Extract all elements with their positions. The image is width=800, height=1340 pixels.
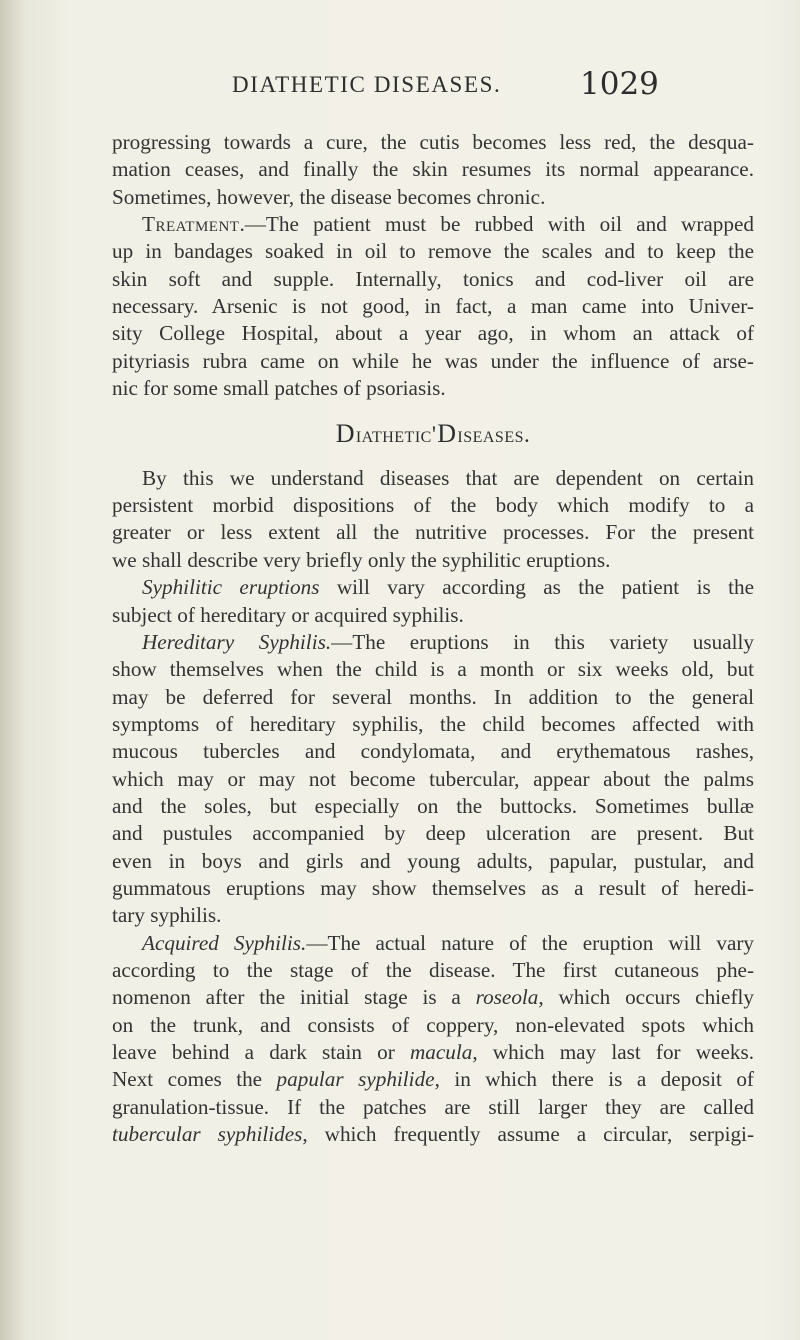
- text-line: pityriasis rubra came on while he was under the influence of arse-: [112, 348, 754, 373]
- text-line: Next comes the papular syphilide, in which there is a deposit of: [112, 1067, 754, 1092]
- text-line: nic for some small patches of psoriasis.: [112, 376, 446, 401]
- text-line: according to the stage of the disease. The first cutaneous phe-: [112, 957, 754, 982]
- text-line: and the soles, but especially on the buttocks. Sometimes bullæ: [112, 793, 754, 818]
- text-line: necessary. Arsenic is not good, in fact, a man came into Univer-: [112, 294, 754, 319]
- text-line: which may or may not become tubercular, appear about the palms: [112, 766, 754, 791]
- text-line: skin soft and supple. Internally, tonics and cod-liver oil are: [112, 266, 754, 291]
- running-head: DIATHETIC DISEASES.: [232, 72, 502, 97]
- text-line: and pustules accompanied by deep ulceration are present. But: [112, 821, 754, 846]
- text-line: persistent morbid dispositions of the body which modify to a: [112, 493, 754, 518]
- text-line: nomenon after the initial stage is a roseola, which occurs chiefly: [112, 985, 754, 1010]
- treatment-label: Treatment: [142, 212, 240, 237]
- text-line: greater or less extent all the nutritive processes. For the present: [112, 520, 754, 545]
- macula-term: macula: [409, 1040, 473, 1064]
- text-line: we shall describe very briefly only the syphilitic eruptions.: [112, 547, 611, 572]
- acquired-label: Acquired Syphilis.: [142, 930, 307, 955]
- text-line: By this we understand diseases that are dependent on certain: [142, 465, 754, 490]
- text-line: tary syphilis.: [112, 903, 222, 928]
- text-line: up in bandages soaked in oil to remove the scales and to keep the: [112, 239, 754, 264]
- text-line: mucous tubercles and condylomata, and erythematous rashes,: [112, 739, 754, 764]
- acquired-line: Acquired Syphilis.—The actual nature of the eruption will vary: [142, 930, 754, 955]
- papular-term: papular syphilide: [276, 1067, 435, 1092]
- hereditary-label: Hereditary Syphilis.: [142, 629, 332, 654]
- syphilitic-line: Syphilitic eruptions will vary according as the patient is the: [142, 575, 754, 600]
- page-body: [112, 129, 754, 1148]
- text-line: leave behind a dark stain or macula, which may last for weeks.: [112, 1040, 754, 1064]
- text-line: on the trunk, and consists of coppery, non-elevated spots which: [112, 1012, 754, 1037]
- text-line: sity College Hospital, about a year ago, in whom an attack of: [112, 321, 754, 346]
- page-number: 1029: [580, 66, 659, 102]
- text-line: gummatous eruptions may show themselves as a result of heredi-: [112, 875, 754, 900]
- page-binding-shadow: [0, 0, 22, 1340]
- page-header: [0, 66, 800, 112]
- roseola-term: roseola: [475, 985, 539, 1010]
- tubercular-term: tubercular syphilides: [112, 1122, 303, 1147]
- text-line: subject of hereditary or acquired syphilis.: [112, 602, 464, 627]
- syphilitic-label: Syphilitic eruptions: [142, 575, 320, 600]
- text-line: granulation-tissue. If the patches are still larger they are called: [112, 1094, 754, 1119]
- text-line: Sometimes, however, the disease becomes chronic.: [112, 184, 546, 209]
- text-line: show themselves when the child is a month or six weeks old, but: [112, 657, 754, 682]
- text-line: progressing towards a cure, the cutis becomes less red, the desqua-: [112, 130, 754, 154]
- text-line: even in boys and girls and young adults, papular, pustular, and: [112, 848, 754, 873]
- text-line: symptoms of hereditary syphilis, the child becomes affected with: [112, 711, 754, 736]
- treatment-line: Treatment.—The patient must be rubbed with oil and wrapped: [142, 212, 754, 237]
- text-line: may be deferred for several months. In addition to the general: [112, 684, 754, 709]
- text-line: tubercular syphilides, which frequently assume a circular, serpigi-: [112, 1122, 754, 1147]
- text-line: mation ceases, and finally the skin resumes its normal appearance.: [112, 157, 754, 182]
- section-heading: Diathetic'Diseases.: [335, 419, 531, 449]
- hereditary-line: Hereditary Syphilis.—The eruptions in this variety usually: [142, 629, 754, 654]
